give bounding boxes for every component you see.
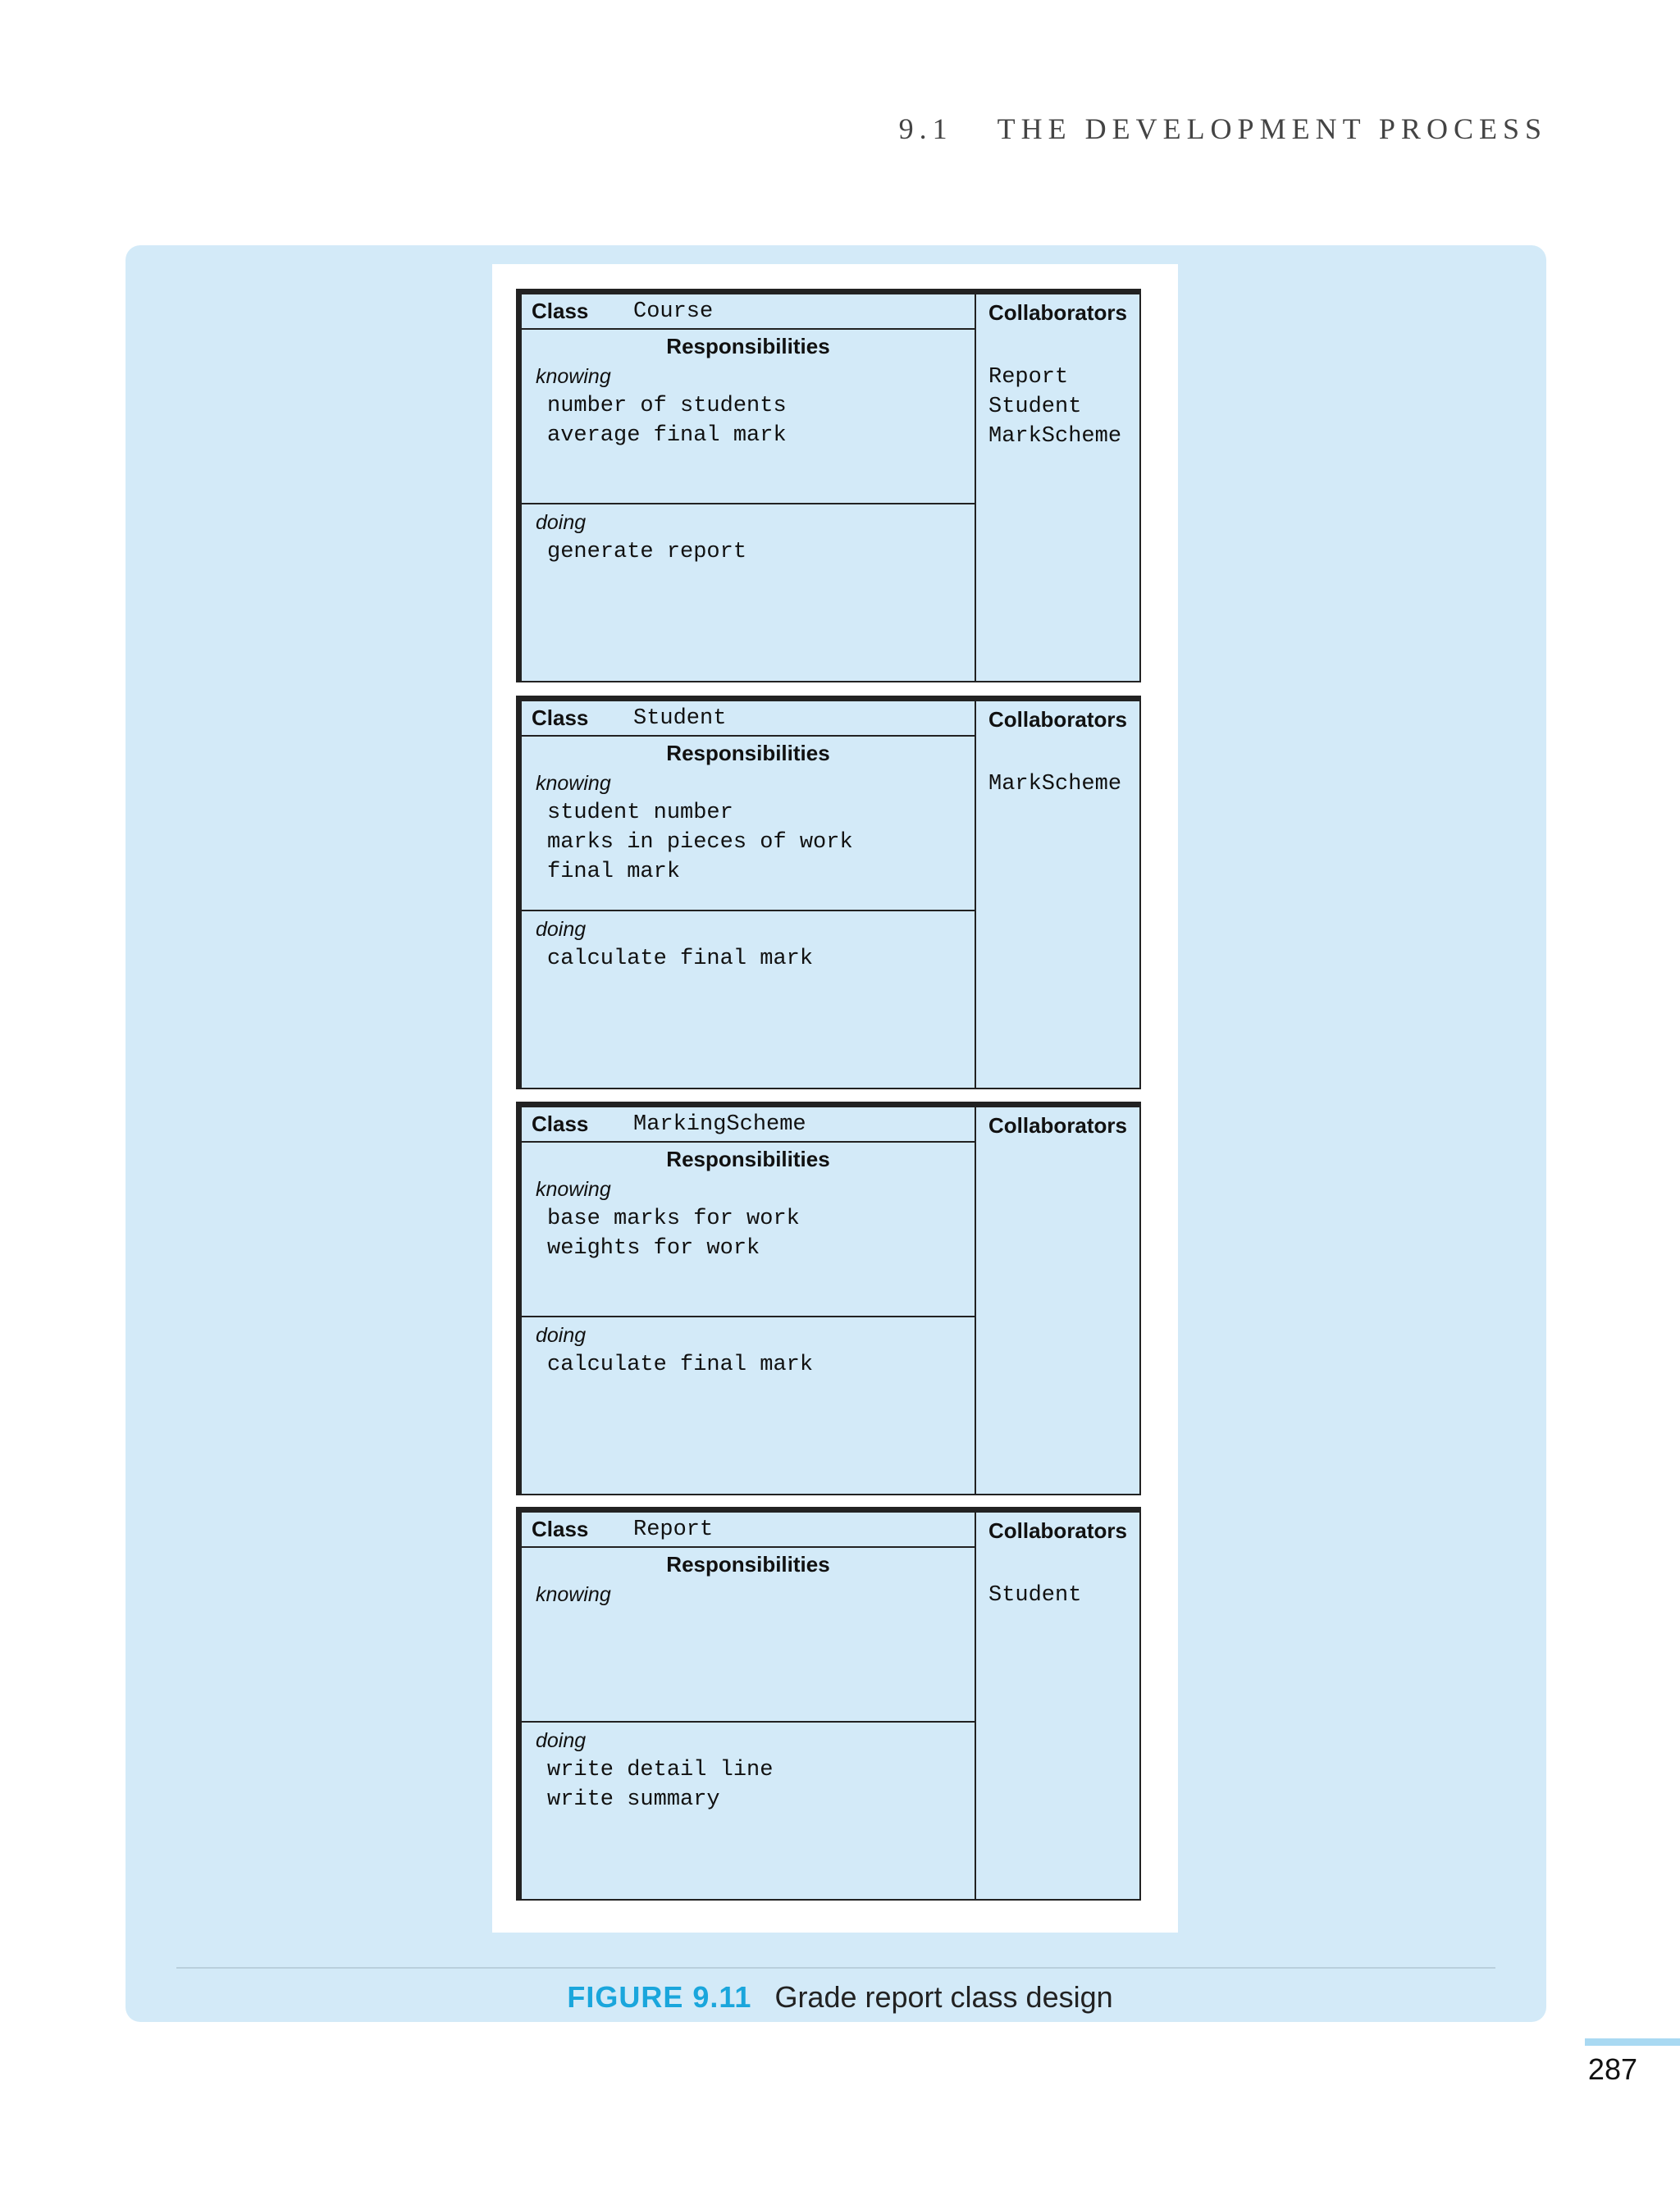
doing-label: doing xyxy=(536,511,587,534)
class-label: Class xyxy=(532,299,589,323)
collaborators-list xyxy=(976,363,1139,451)
class-label: Class xyxy=(532,1111,589,1136)
collaborators-item: MarkScheme xyxy=(988,424,1122,449)
collaborators-list xyxy=(976,1581,1139,1610)
collaborators-item: MarkScheme xyxy=(988,772,1122,796)
responsibilities-column xyxy=(522,1513,976,1899)
caption-rule xyxy=(176,1967,1495,1969)
knowing-item: marks in pieces of work xyxy=(547,830,853,855)
collaborators-item: Student xyxy=(988,1583,1082,1608)
knowing-section xyxy=(522,1175,975,1317)
doing-label: doing xyxy=(536,1324,587,1347)
class-name: Student xyxy=(633,705,727,731)
doing-label: doing xyxy=(536,918,587,941)
knowing-section xyxy=(522,1580,975,1723)
collaborators-heading: Collaborators xyxy=(988,1113,1128,1138)
knowing-section xyxy=(522,362,975,504)
collaborators-column xyxy=(976,1513,1139,1899)
knowing-label: knowing xyxy=(536,772,611,795)
knowing-label: knowing xyxy=(536,1583,611,1606)
figure-caption xyxy=(0,1980,1680,2015)
doing-section xyxy=(522,504,975,567)
doing-section xyxy=(522,1723,975,1814)
collaborators-heading: Collaborators xyxy=(988,300,1128,325)
knowing-item: base marks for work xyxy=(547,1207,800,1231)
page-number: 287 xyxy=(1587,2052,1637,2086)
knowing-item: number of students xyxy=(547,394,787,418)
crc-card xyxy=(516,289,1141,682)
class-name: Course xyxy=(633,299,714,324)
class-row xyxy=(522,1107,975,1143)
knowing-item: student number xyxy=(547,801,733,825)
collaborators-column xyxy=(976,294,1139,681)
crc-card xyxy=(516,696,1141,1089)
class-row xyxy=(522,701,975,737)
knowing-item: final mark xyxy=(547,860,681,884)
collaborators-item: Student xyxy=(988,395,1082,419)
doing-section xyxy=(522,1317,975,1380)
doing-item: write summary xyxy=(547,1787,720,1812)
collaborators-column xyxy=(976,701,1139,1088)
figure-title: Grade report class design xyxy=(774,1980,1113,2014)
class-label: Class xyxy=(532,1517,589,1541)
class-row xyxy=(522,1513,975,1548)
crc-card xyxy=(516,1102,1141,1495)
crc-card xyxy=(516,1507,1141,1901)
responsibilities-heading: Responsibilities xyxy=(666,1147,830,1171)
responsibilities-heading: Responsibilities xyxy=(666,1552,830,1577)
collaborators-heading: Collaborators xyxy=(988,1518,1128,1543)
figure-number: FIGURE 9.11 xyxy=(567,1980,752,2014)
knowing-section xyxy=(522,769,975,911)
collaborators-heading: Collaborators xyxy=(988,707,1128,732)
class-name: MarkingScheme xyxy=(633,1111,806,1137)
responsibilities-heading: Responsibilities xyxy=(666,334,830,358)
knowing-label: knowing xyxy=(536,1178,611,1201)
class-name: Report xyxy=(633,1517,714,1542)
doing-label: doing xyxy=(536,1729,587,1752)
doing-item: calculate final mark xyxy=(547,947,814,971)
section-number: 9.1 xyxy=(898,112,953,145)
knowing-label: knowing xyxy=(536,365,611,388)
doing-item: generate report xyxy=(547,540,747,564)
responsibilities-column xyxy=(522,294,976,681)
collaborators-column xyxy=(976,1107,1139,1494)
knowing-item: weights for work xyxy=(547,1236,760,1261)
class-label: Class xyxy=(532,705,589,730)
responsibilities-column xyxy=(522,701,976,1088)
doing-item: write detail line xyxy=(547,1758,774,1782)
collaborators-item: Report xyxy=(988,365,1069,390)
responsibilities-column xyxy=(522,1107,976,1494)
class-row xyxy=(522,294,975,330)
page-tab xyxy=(1585,2038,1680,2046)
doing-item: calculate final mark xyxy=(547,1353,814,1377)
responsibilities-heading: Responsibilities xyxy=(666,741,830,765)
collaborators-list xyxy=(976,769,1139,799)
knowing-item: average final mark xyxy=(547,423,787,448)
running-head xyxy=(899,112,1547,146)
section-title: THE DEVELOPMENT PROCESS xyxy=(997,112,1547,145)
doing-section xyxy=(522,911,975,974)
